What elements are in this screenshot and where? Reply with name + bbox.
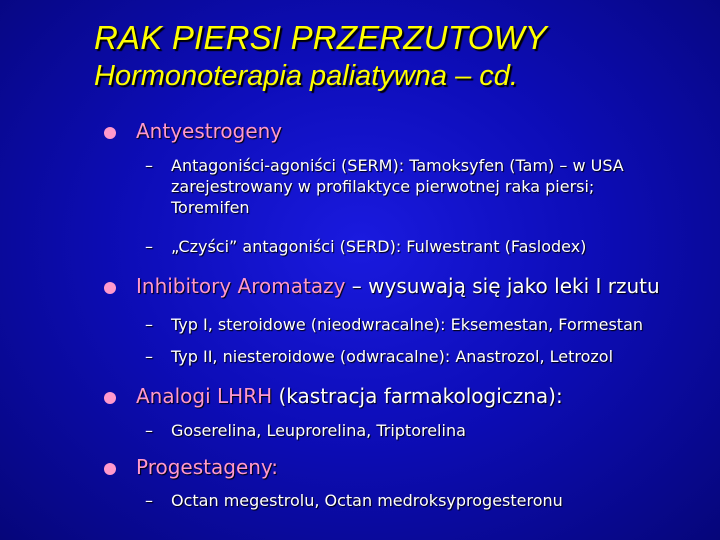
bullet-item-analogi-lhrh: [104, 382, 563, 410]
bullet-item-antyestrogeny: [104, 117, 282, 145]
bullet-item-inhibitory-aromatazy: [104, 272, 660, 300]
sub-item-octan: [145, 490, 563, 511]
bullet-label: Antyestrogeny: [136, 119, 283, 143]
dash-icon: –: [145, 491, 153, 510]
dash-icon: –: [145, 421, 153, 440]
dash-icon: –: [145, 156, 153, 175]
bullet-dot-icon: [104, 463, 116, 475]
sub-item-typ-1: [145, 314, 643, 335]
sub-item-text: Typ I, steroidowe (nieodwracalne): Eksemestan, Formestan: [171, 315, 644, 334]
sub-item-serm: [145, 155, 624, 218]
sub-item-text: Octan megestrolu, Octan medroksyprogesteronu: [171, 491, 563, 510]
bullet-dot-icon: [104, 392, 116, 404]
bullet-dot-icon: [104, 282, 116, 294]
dash-icon: –: [145, 237, 153, 256]
bullet-item-progestageny: [104, 453, 278, 481]
sub-item-goserelina: [145, 420, 466, 441]
bullet-label: Progestageny:: [136, 455, 279, 479]
sub-item-text: Goserelina, Leuprorelina, Triptorelina: [171, 421, 466, 440]
sub-item-text: Typ II, niesteroidowe (odwracalne): Anastrozol, Letrozol: [171, 347, 614, 366]
sub-item-text: „Czyści” antagoniści (SERD): Fulwestrant (Faslodex): [171, 237, 587, 256]
sub-item-text: Antagoniści-agoniści (SERM): Tamoksyfen (Tam) – w USA zarejestrowany w profilaktyce pierwotnej raka piersi; Toremifen: [171, 156, 624, 217]
bullet-dot-icon: [104, 127, 116, 139]
dash-icon: –: [145, 315, 153, 334]
bullet-label: Analogi LHRH (kastracja farmakologiczna):: [136, 384, 563, 408]
sub-item-serd: [145, 236, 586, 257]
slide-subtitle: Hormonoterapia paliatywna – cd.: [94, 60, 518, 92]
sub-item-typ-2: [145, 346, 613, 367]
dash-icon: –: [145, 347, 153, 366]
bullet-label: Inhibitory Aromatazy – wysuwają się jako leki I rzutu: [136, 274, 660, 298]
slide-title: RAK PIERSI PRZERZUTOWY: [94, 19, 548, 56]
